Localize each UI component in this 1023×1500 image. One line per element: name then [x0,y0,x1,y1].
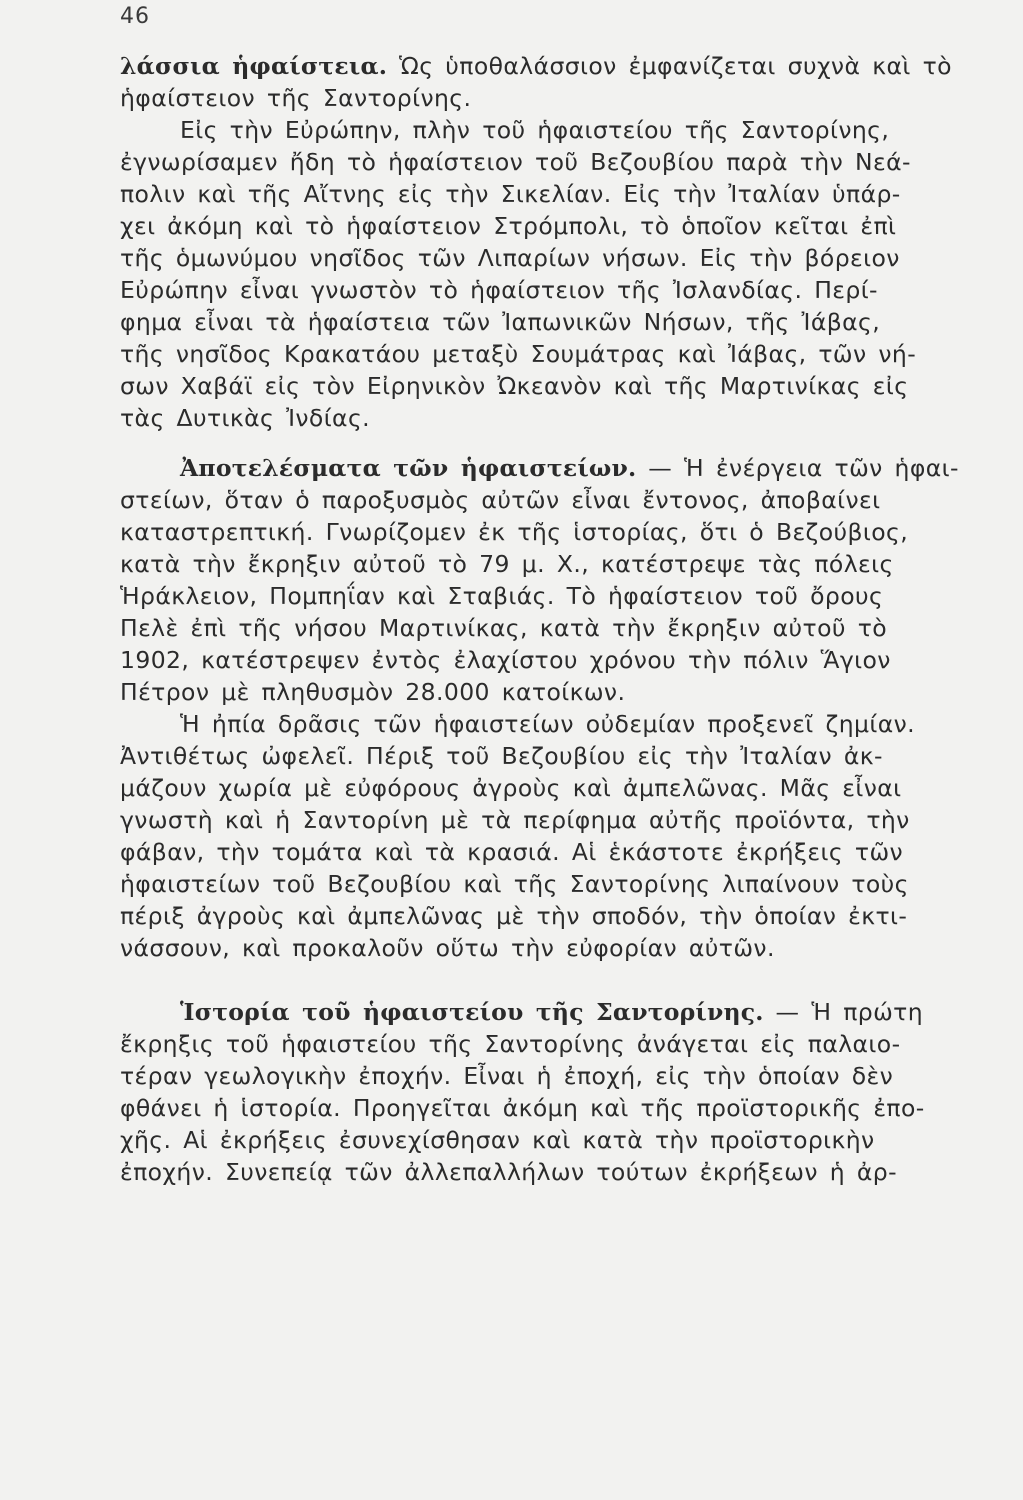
line-text: τῆς ὁμωνύμου νησῖδος τῶν Λιπαρίων νήσων. Εἰς τὴν βόρειον [120,244,900,272]
line-text: 1902, κατέστρεψεν ἐντὸς ἐλαχίστου χρόνου τὴν πόλιν Ἅγιον [120,646,891,674]
text-line [120,932,1000,964]
text-line [120,178,1000,210]
text-line [120,548,1000,580]
text-line [120,50,1000,82]
section-history-of-santorini-volcano [120,996,1000,1188]
line-text: Ὡς ὑποθαλάσσιον ἐμφανίζεται συχνὰ καὶ τὸ [387,52,952,80]
text-line [120,1060,1000,1092]
page-number: 46 [120,4,150,29]
text-line [120,370,1000,402]
text-line [120,402,1000,434]
text-line [120,836,1000,868]
line-text: — Ἡ ἐνέργεια τῶν ἡφαι- [636,454,959,482]
line-text: κατὰ τὴν ἔκρηξιν αὐτοῦ τὸ 79 μ. Χ., κατέστρεψε τὰς πόλεις [120,550,894,578]
line-text: — Ἡ πρώτη [763,998,924,1026]
page-text-body [120,50,1000,1188]
line-text: Εὐρώπην εἶναι γνωστὸν τὸ ἡφαίστειον τῆς Ἰσλανδίας. Περί- [120,276,878,304]
text-line [120,484,1000,516]
line-text: χῆς. Αἱ ἐκρήξεις ἐσυνεχίσθησαν καὶ κατὰ τὴν προϊστορικὴν [120,1126,875,1154]
line-text: γνωστὴ καὶ ἡ Σαντορίνη μὲ τὰ περίφημα αὐτῆς προϊόντα, τὴν [120,806,910,834]
text-line [120,1028,1000,1060]
line-text: Ἀντιθέτως ὠφελεῖ. Πέριξ τοῦ Βεζουβίου εἰς τὴν Ἰταλίαν ἀκ- [120,742,883,770]
section-effects-of-volcanoes [120,452,1000,964]
line-text: πέριξ ἀγροὺς καὶ ἀμπελῶνας μὲ τὴν σποδόν, τὴν ὁποίαν ἐκτι- [120,902,908,930]
text-line [120,274,1000,306]
text-line [120,114,1000,146]
line-text: πολιν καὶ τῆς Αἴτνης εἰς τὴν Σικελίαν. Εἰς τὴν Ἰταλίαν ὑπάρ- [120,180,901,208]
line-text: νάσσουν, καὶ προκαλοῦν οὕτω τὴν εὐφορίαν αὐτῶν. [120,934,775,962]
text-line [120,772,1000,804]
line-text: χει ἀκόμη καὶ τὸ ἡφαίστειον Στρόμπολι, τὸ ὁποῖον κεῖται ἐπὶ [120,212,897,240]
text-line [120,1124,1000,1156]
line-text: τὰς Δυτικὰς Ἰνδίας. [120,404,371,432]
text-line [120,612,1000,644]
text-line [120,306,1000,338]
line-text: ἡφαιστείων τοῦ Βεζουβίου καὶ τῆς Σαντορίνης λιπαίνουν τοὺς [120,870,909,898]
paragraph-hypothalassic-volcanoes [120,50,1000,434]
text-line [120,242,1000,274]
line-text: μάζουν χωρία μὲ εὐφόρους ἀγροὺς καὶ ἀμπελῶνας. Μᾶς εἶναι [120,774,902,802]
section-lead-heading: Ἀποτελέσματα τῶν ἡφαιστείων. [180,454,637,482]
line-text: φημα εἶναι τὰ ἡφαίστεια τῶν Ἰαπωνικῶν Νήσων, τῆς Ἰάβας, [120,308,881,336]
line-text: Πελὲ ἐπὶ τῆς νήσου Μαρτινίκας, κατὰ τὴν ἔκρηξιν αὐτοῦ τὸ [120,614,888,642]
line-text: ἐγνωρίσαμεν ἤδη τὸ ἡφαίστειον τοῦ Βεζουβίου παρὰ τὴν Νεά- [120,148,911,176]
line-text: Πέτρον μὲ πληθυσμὸν 28.000 κατοίκων. [120,678,626,706]
text-line [120,1092,1000,1124]
line-text: ἔκρηξις τοῦ ἡφαιστείου τῆς Σαντορίνης ἀνάγεται εἰς παλαιο- [120,1030,901,1058]
text-line [120,82,1000,114]
line-text: Ἡ ἠπία δρᾶσις τῶν ἡφαιστείων οὐδεμίαν προξενεῖ ζημίαν. [180,710,916,738]
line-text: ἐποχήν. Συνεπείᾳ τῶν ἀλλεπαλλήλων τούτων ἐκρήξεων ἡ ἀρ- [120,1158,898,1186]
text-line [120,868,1000,900]
line-text: τέραν γεωλογικὴν ἐποχήν. Εἶναι ἡ ἐποχή, εἰς τὴν ὁποίαν δὲν [120,1062,894,1090]
text-line [120,676,1000,708]
text-line [120,452,1000,484]
text-line [120,708,1000,740]
text-line [120,1156,1000,1188]
section-lead-heading: Ἱστορία τοῦ ἡφαιστείου τῆς Σαντορίνης. [180,998,764,1026]
line-text: ἡφαίστειον τῆς Σαντορίνης. [120,84,472,112]
section-gap [120,434,1000,452]
text-line [120,338,1000,370]
text-line [120,740,1000,772]
line-text: καταστρεπτική. Γνωρίζομεν ἐκ τῆς ἱστορίας, ὅτι ὁ Βεζούβιος, [120,518,909,546]
text-line [120,644,1000,676]
line-text: Ἡράκλειον, Πομπηΐαν καὶ Σταβιάς. Τὸ ἡφαίστειον τοῦ ὄρους [120,582,884,610]
line-text: φάβαν, τὴν τομάτα καὶ τὰ κρασιά. Αἱ ἑκάστοτε ἐκρήξεις τῶν [120,838,904,866]
line-text: σων Χαβάϊ εἰς τὸν Εἰρηνικὸν Ὠκεανὸν καὶ τῆς Μαρτινίκας εἰς [120,372,909,400]
text-line [120,996,1000,1028]
line-text: φθάνει ἡ ἱστορία. Προηγεῖται ἀκόμη καὶ τῆς προϊστορικῆς ἐπο- [120,1094,925,1122]
line-text: στείων, ὅταν ὁ παροξυσμὸς αὐτῶν εἶναι ἔντονος, ἀποβαίνει [120,486,881,514]
text-line [120,900,1000,932]
line-text: τῆς νησῖδος Κρακατάου μεταξὺ Σουμάτρας καὶ Ἰάβας, τῶν νή- [120,340,917,368]
text-line [120,146,1000,178]
text-line [120,580,1000,612]
text-line [120,804,1000,836]
section-gap [120,964,1000,996]
text-line [120,516,1000,548]
text-line [120,210,1000,242]
line-text: Εἰς τὴν Εὐρώπην, πλὴν τοῦ ἡφαιστείου τῆς Σαντορίνης, [180,116,890,144]
section-lead-heading: λάσσια ἡφαίστεια. [120,52,388,80]
